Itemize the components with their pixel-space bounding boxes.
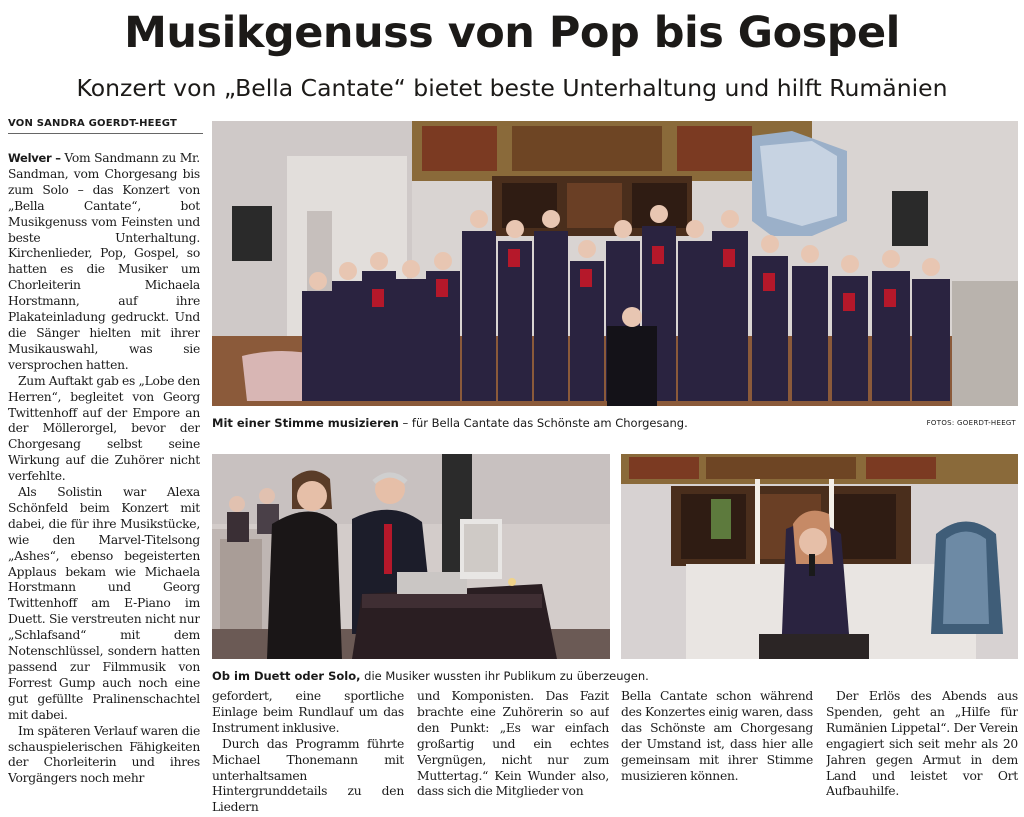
duet-photo-drawing [212,454,610,659]
caption-bold: Ob im Duett oder Solo, [212,669,361,683]
solo-photo-drawing [621,454,1018,659]
paragraph [8,151,200,374]
subheadline: Konzert von „Bella Cantate“ bietet beste Unterhaltung und hilft Rumänien [76,74,948,102]
article-column-1 [8,151,200,817]
paragraph: und Komponisten. Das Fazit brachte eine Zuhörerin so auf den Punkt: „Es war einfach großartig und ein echtes Vergnügen, nicht nur zum Muttertag.“ Kein Wunder also, dass sich die Mitglieder von [417,689,609,799]
paragraph: Der Erlös des Abends aus Spenden, geht an „Hilfe für Rumänien Lippetal“. Der Verein engagiert sich seit mehr als 20 Jahren gegen Armut in dem Land und leistet vor Ort Aufbauhilfe. [826,689,1018,799]
caption-text: – für Bella Cantate das Schönste am Chorgesang. [398,416,688,430]
caption-bold: Mit einer Stimme musizieren [212,416,399,430]
solo-photo [621,454,1018,659]
paragraph-text: Vom Sandmann zu Mr. Sandman, vom Chorgesang bis zum Solo – das Konzert von „Bella Cantate“, bot Musikgenuss vom Feinsten und beste Unterhaltung. Kirchenlieder, Pop, Gospel, so hatten es die Musiker um Chorleiterin Michaela Horstmann, auf ihre Plakateinladung gedruckt. Und die Sänger hielten mit ihrer Musikauswahl, was sie versprochen hatten. [8,151,200,372]
article-column-3 [417,689,609,817]
article-column-5 [826,689,1018,817]
choir-photo [212,121,1018,406]
paragraph: Zum Auftakt gab es „Lobe den Herren“, begleitet von Georg Twittenhoff auf der Empore an der Möllerorgel, bevor der Chorgesang selbst seine Wirkung auf die Zuhörer nicht verfehlte. [8,373,200,484]
caption-duet-solo [212,669,649,683]
paragraph: Bella Cantate schon während des Konzertes einig waren, dass das Schönste am Chorgesang der Umstand ist, dass hier alle gemeinsam mit ihrer Stimme musizieren können. [621,689,813,783]
caption-text: die Musiker wussten ihr Publikum zu überzeugen. [360,669,649,683]
photo-credit: FOTOS: GOERDT-HEEGT [926,419,1016,427]
headline: Musikgenuss von Pop bis Gospel [124,8,900,58]
byline: VON SANDRA GOERDT-HEEGT [8,118,203,134]
duet-photo [212,454,610,659]
article-column-4 [621,689,813,817]
paragraph: gefordert, eine sportliche Einlage beim Rundlauf um das Instrument inklusive. [212,689,404,735]
paragraph: Als Solistin war Alexa Schönfeld beim Konzert mit dabei, die für ihre Musikstücke, wie den Marvel-Titelsong „Ashes“, ebenso begeisterten Applaus bekam wie Michaela Horstmann und Georg Twittenhoff am E-Piano im Duett. Sie verstreuten nicht nur „Schlafsand“ mit dem Notenschlüssel, sondern hatten passend zur Filmmusik von Forrest Gump auch noch eine gut gefüllte Pralinenschachtel mit dabei. [8,485,200,722]
article-column-2 [212,689,404,817]
dateline: Welver – [8,151,61,165]
paragraph: Durch das Programm führte Michael Thonemann mit unterhaltsamen Hintergrunddetails zu den Liedern [212,736,404,815]
choir-photo-drawing [212,121,1018,406]
caption-choir [212,416,688,430]
paragraph: Im späteren Verlauf waren die schauspielerischen Fähigkeiten der Chorleiterin und ihres Vorgängers noch mehr [8,723,200,786]
